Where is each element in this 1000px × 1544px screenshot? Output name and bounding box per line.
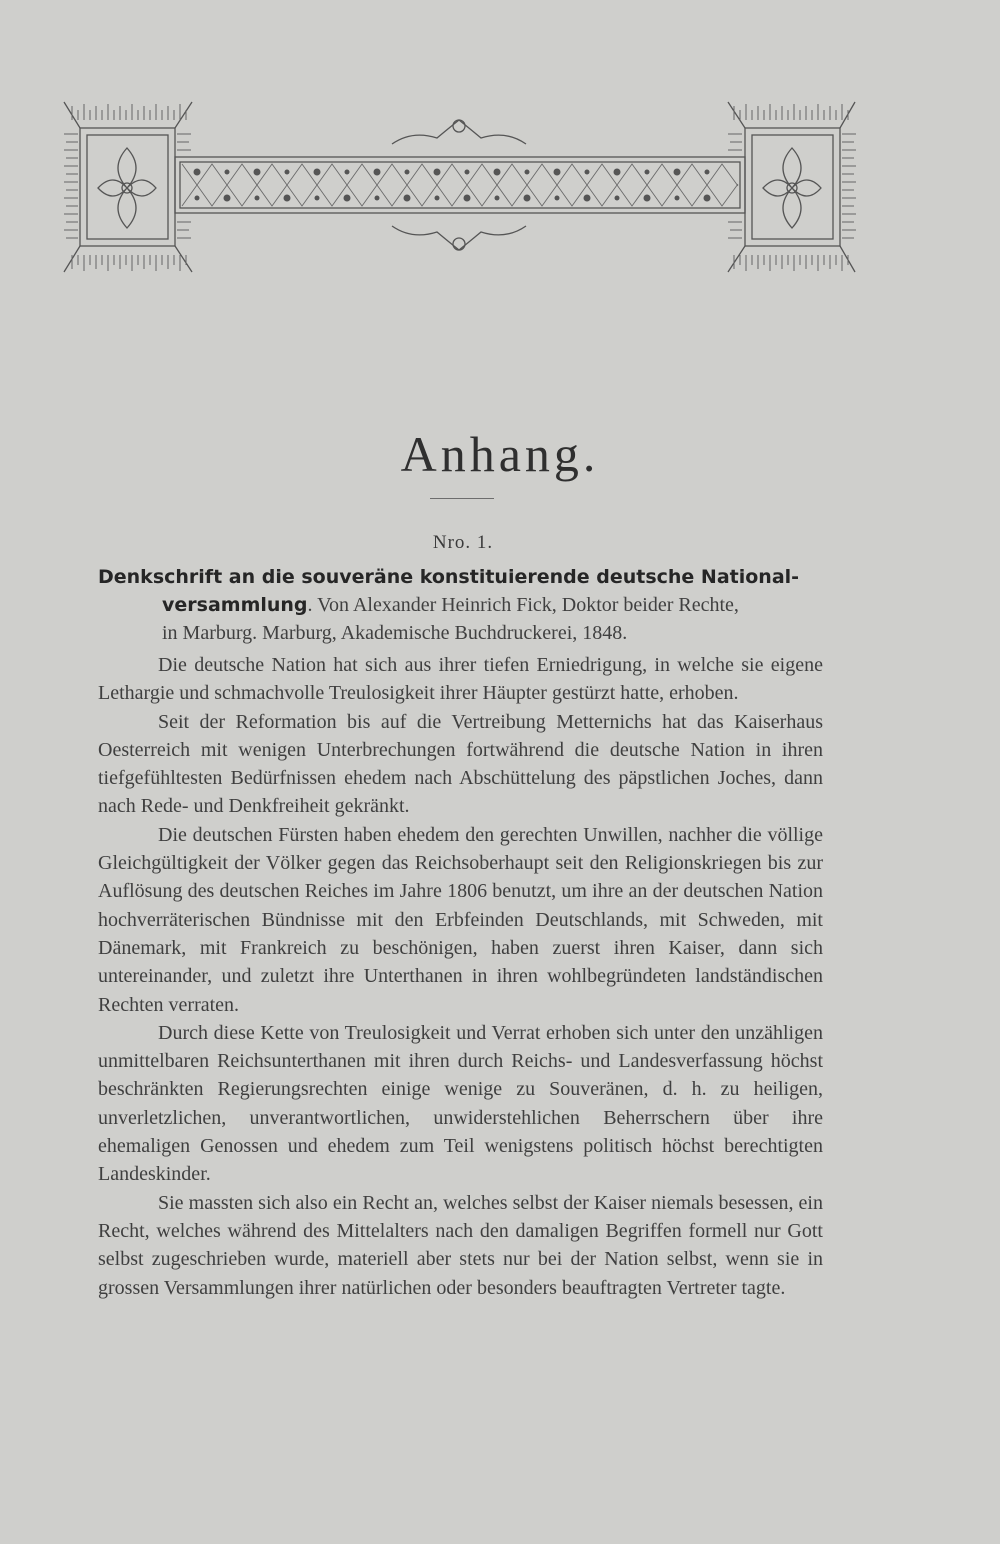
paragraph: Die deutschen Fürsten haben ehedem den gerechten Unwillen, nachher die völlige Gleichgültigkeit der Völker gegen das Reichsoberhaupt seit den Religionskriegen bis zur Auflösung des deutschen Reiches im Jahre 1806 benutzt, um ihre an der deutschen Nation hochverräterischen Bündnisse mit den Erbfeinden Deutschlands, mit Schweden, mit Dänemark, mit Frankreich zu beschönigen, haben zuerst ihren Kaiser, dann sich untereinander, und zuletzt ihre Unterthanen in ihren wohlbegründeten landständischen Rechten verraten. — [98, 823, 823, 1016]
page-title: Anhang. — [400, 426, 600, 482]
ornamental-headpiece — [62, 100, 857, 275]
paragraph: Sie massten sich also ein Recht an, welches selbst der Kaiser niemals besessen, ein Recht, welches während des Mittelalters nach den damaligen Begriffen formell nur Gott selbst zugeschrieben wurde, materiell aber stets nur bei der Nation selbst, wenn sie in grossen Versammlungen ihrer natürlichen oder besonders beauftragten Vertreter tagte. — [98, 1191, 823, 1299]
title-divider — [430, 498, 494, 499]
document-number: Nro. 1. — [432, 532, 494, 553]
source-citation — [98, 563, 823, 647]
source-line2 — [98, 591, 823, 619]
paragraph: Seit der Reformation bis auf die Vertreibung Metternichs hat das Kaiserhaus Oesterreich mit wenigen Unterbrechungen fortwährend die deutsche Nation in ihren tiefgefühltesten Bedürfnissen ehedem nach Abschüttelung des päpstlichen Joches, dann nach Rede- und Denkfreiheit gekränkt. — [98, 710, 823, 818]
source-imprint: in Marburg. Marburg, Akademische Buchdruckerei, 1848. — [162, 622, 628, 644]
paragraph: Durch diese Kette von Treulosigkeit und Verrat erhoben sich unter den unzähligen unmittelbaren Reichsunterthanen mit ihren durch Reichs- und Landesverfassung höchst beschränkten Regierungsrechten einige wenige zu Souveränen, d. h. zu heiligen, unverletzlichen, unverantwortlichen, unwiderstehlichen Beherrschern über ihre ehemaligen Genossen und ehedem zum Teil wenigstens politisch höchst berechtigten Landeskinder. — [98, 1021, 823, 1186]
source-author: . Von Alexander Heinrich Fick, Doktor beider Rechte, — [307, 594, 739, 616]
body-text — [98, 651, 823, 1302]
paragraph: Die deutsche Nation hat sich aus ihrer tiefen Erniedrigung, in welche sie eigene Lethargie und schmachvolle Treulosigkeit ihrer Häupter gestürzt hatte, erhoben. — [98, 654, 823, 705]
source-title-line1: Denkschrift an die souveräne konstituierende deutsche National- — [98, 566, 800, 588]
source-title-line2: versammlung — [162, 594, 308, 616]
